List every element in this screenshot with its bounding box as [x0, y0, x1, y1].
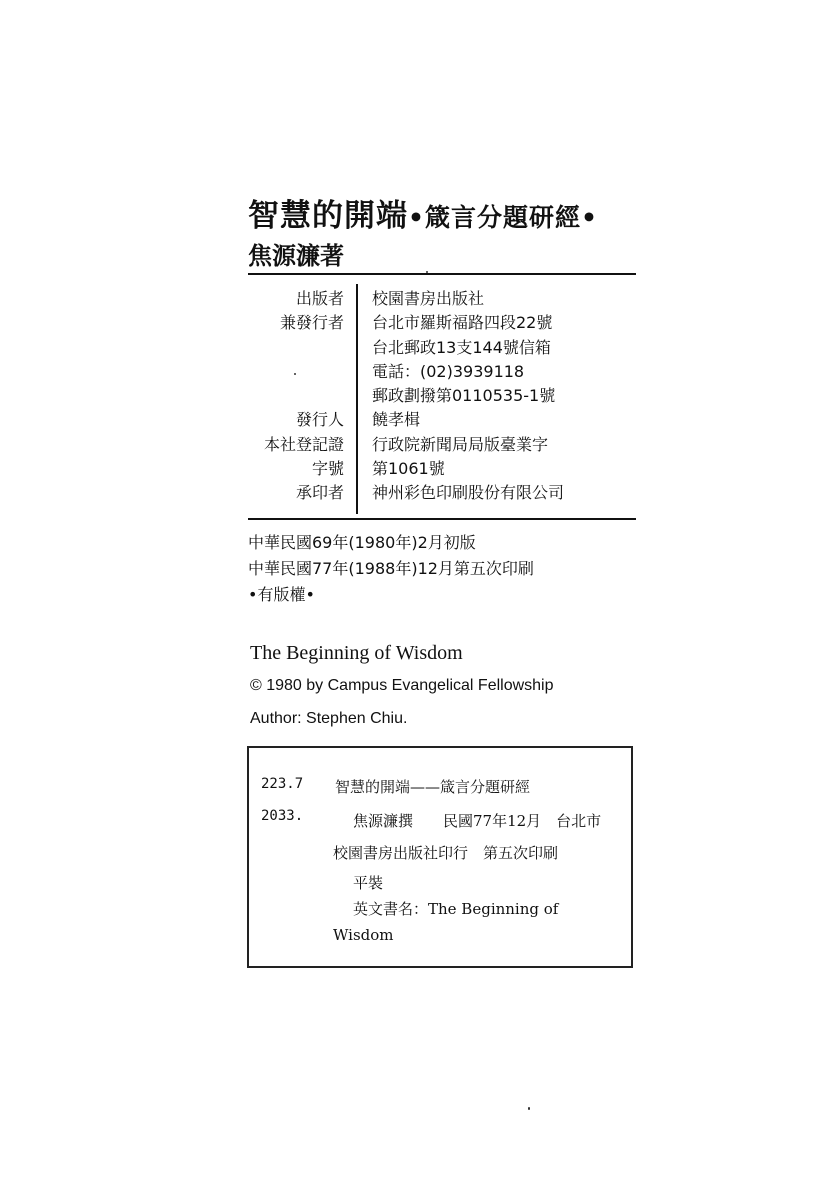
catalog-binding: 平裝	[353, 874, 384, 892]
printer-name: 神州彩色印刷股份有限公司	[372, 483, 565, 503]
catalog-author-line: 焦源濂撰 民國77年12月 台北市	[353, 812, 602, 830]
colophon-label: 字號	[311, 459, 344, 479]
colophon-label: 承印者	[295, 483, 344, 503]
colophon-bottom-rule	[248, 518, 636, 520]
catalog-english-title: 英文書名：The Beginning of	[353, 900, 559, 918]
catalog-book-number: 2033.	[261, 808, 304, 824]
publisher-name: 校園書房出版社	[372, 289, 485, 308]
registration-number: 第1061號	[372, 459, 445, 479]
colophon-top-rule	[248, 273, 636, 275]
english-title: The Beginning of Wisdom	[250, 642, 463, 664]
book-title	[248, 190, 598, 235]
edition-fifth: 中華民國77年(1988年)12月第五次印刷	[248, 559, 534, 578]
colophon-label	[246, 384, 344, 408]
book-subtitle: •箴言分題研經•	[408, 203, 598, 232]
scan-speck	[528, 1107, 530, 1110]
colophon-labels	[246, 287, 344, 506]
book-author: 焦源濂著	[248, 242, 344, 270]
issuer-name: 饒孝楫	[372, 410, 421, 430]
rights-notice: •有版權•	[248, 585, 315, 604]
catalog-publisher-line: 校園書房出版社印行 第五次印刷	[333, 844, 559, 862]
registration: 行政院新聞局局版臺業字	[372, 434, 549, 454]
publisher-phone: 電話：(02)3939118	[372, 361, 525, 381]
colophon-label: 發行人	[295, 410, 344, 430]
english-copyright: © 1980 by Campus Evangelical Fellowship	[250, 677, 554, 694]
catalog-class-number: 223.7	[261, 776, 304, 792]
colophon-label: 兼發行者	[279, 313, 344, 333]
english-author: Author: Stephen Chiu.	[250, 710, 408, 727]
colophon-values	[372, 287, 564, 506]
publisher-address: 台北市羅斯福路四段22號	[372, 313, 553, 333]
catalog-title-line: 智慧的開端——箴言分題研經	[335, 778, 531, 796]
book-title-main: 智慧的開端	[248, 198, 408, 234]
colophon-label: 出版者	[295, 289, 344, 308]
catalog-card	[247, 746, 633, 968]
catalog-english-title-cont: Wisdom	[333, 926, 394, 944]
publisher-po-box: 台北郵政13支144號信箱	[372, 337, 551, 357]
scan-speck	[294, 373, 296, 375]
colophon-divider	[356, 284, 358, 514]
edition-info	[248, 530, 534, 608]
edition-first: 中華民國69年(1980年)2月初版	[248, 533, 476, 552]
colophon-label	[246, 336, 344, 360]
publisher-giro: 郵政劃撥第0110535-1號	[372, 386, 556, 406]
scan-speck	[426, 271, 428, 273]
colophon-label: 本社登記證	[263, 434, 344, 454]
